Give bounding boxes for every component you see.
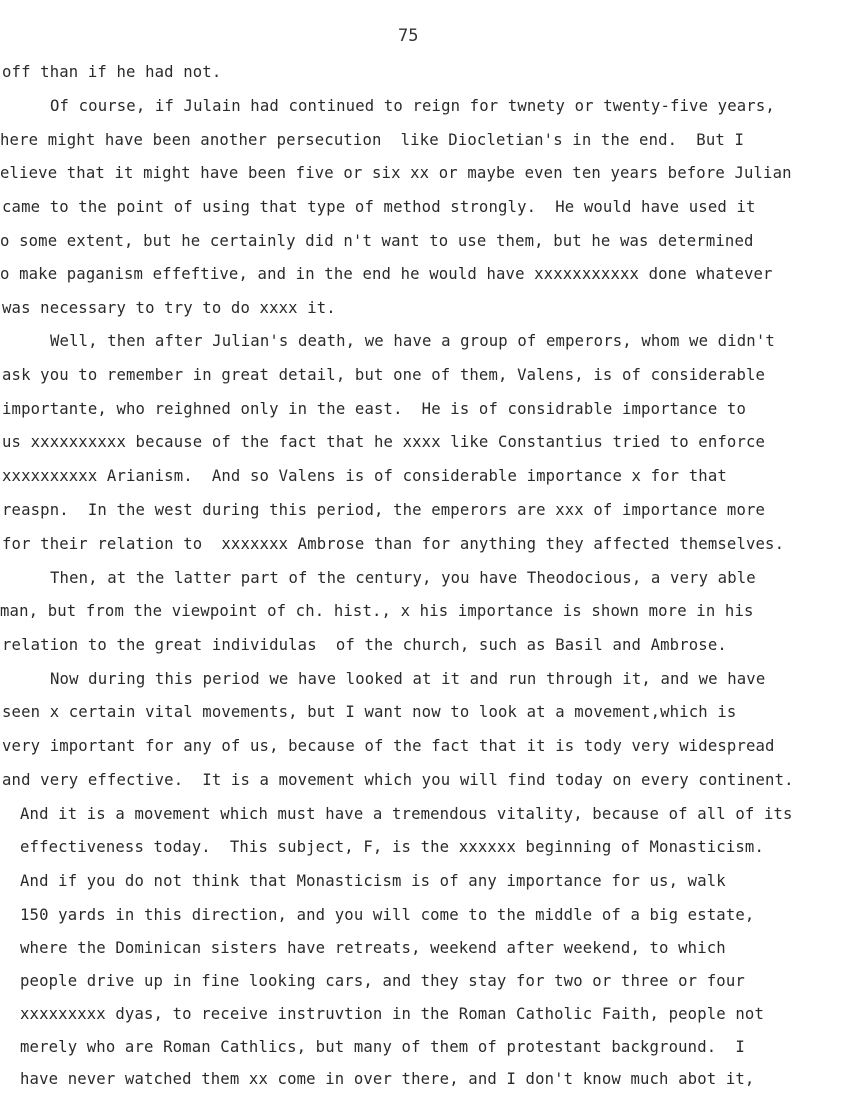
text-line: Then, at the latter part of the century, you have Theodocious, a very able — [50, 569, 756, 587]
text-line: Well, then after Julian's death, we have a group of emperors, whom we didn't — [50, 332, 775, 350]
text-line: relation to the great individulas of the church, such as Basil and Ambrose. — [2, 636, 727, 654]
text-line: importante, who reighned only in the east. He is of considrable importance to — [2, 400, 746, 418]
text-line: o make paganism effeftive, and in the end he would have xxxxxxxxxxx done whatever — [0, 265, 773, 283]
text-line: for their relation to xxxxxxx Ambrose than for anything they affected themselves. — [2, 535, 785, 553]
text-line: man, but from the viewpoint of ch. hist., x his importance is shown more in his — [0, 602, 754, 620]
text-line: seen x certain vital movements, but I want now to look at a movement,which is — [2, 703, 737, 721]
text-line: us xxxxxxxxxx because of the fact that he xxxx like Constantius tried to enforce — [2, 433, 766, 451]
text-line: xxxxxxxxxx Arianism. And so Valens is of considerable importance x for that — [2, 467, 727, 485]
text-line: and very effective. It is a movement which you will find today on every continent. — [2, 771, 794, 789]
text-line: off than if he had not. — [2, 63, 222, 81]
text-line: here might have been another persecution like Diocletian's in the end. But I — [0, 131, 744, 149]
text-line: reaspn. In the west during this period, the emperors are xxx of importance more — [2, 501, 766, 519]
text-line: merely who are Roman Cathlics, but many of them of protestant background. I — [20, 1038, 745, 1056]
text-line: people drive up in fine looking cars, and they stay for two or three or four — [20, 972, 745, 990]
text-line: xxxxxxxxx dyas, to receive instruvtion in the Roman Catholic Faith, people not — [20, 1005, 764, 1023]
text-line: Now during this period we have looked at it and run through it, and we have — [50, 670, 766, 688]
text-line: came to the point of using that type of method strongly. He would have used it — [2, 198, 756, 216]
text-line: o some extent, but he certainly did n't want to use them, but he was determined — [0, 232, 754, 250]
page-number: 75 — [398, 26, 419, 46]
text-line: elieve that it might have been five or six xx or maybe even ten years before Julian — [0, 164, 792, 182]
text-line: ask you to remember in great detail, but one of them, Valens, is of considerable — [2, 366, 766, 384]
text-line: And if you do not think that Monasticism is of any importance for us, walk — [20, 872, 726, 890]
text-line: Of course, if Julain had continued to reign for twnety or twenty-five years, — [50, 97, 775, 115]
text-line: have never watched them xx come in over there, and I don't know much abot it, — [20, 1070, 755, 1088]
text-line: was necessary to try to do xxxx it. — [2, 299, 336, 317]
text-line: very important for any of us, because of the fact that it is tody very widespread — [2, 737, 775, 755]
text-line: And it is a movement which must have a tremendous vitality, because of all of its — [20, 805, 793, 823]
text-line: 150 yards in this direction, and you will come to the middle of a big estate, — [20, 906, 755, 924]
text-line: where the Dominican sisters have retreats, weekend after weekend, to which — [20, 939, 726, 957]
text-line: effectiveness today. This subject, F, is the xxxxxx beginning of Monasticism. — [20, 838, 764, 856]
